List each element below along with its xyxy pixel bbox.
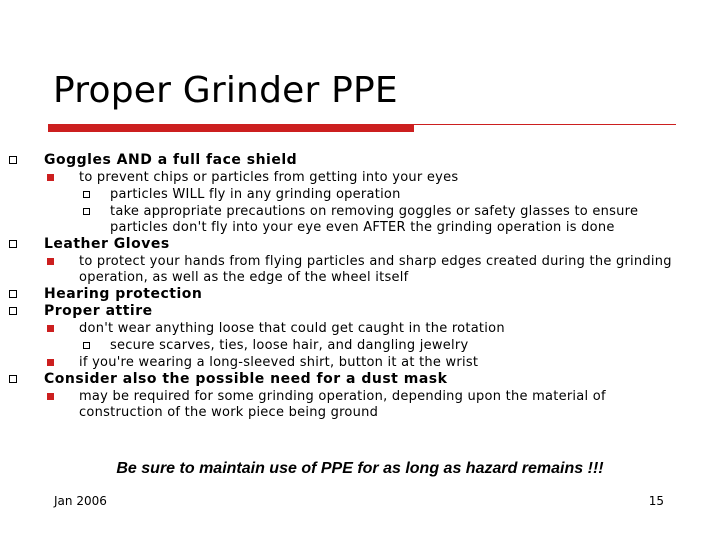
bullet-item — [0, 286, 720, 303]
bullet-item — [0, 236, 720, 253]
ppe-reminder: Be sure to maintain use of PPE for as long as hazard remains !!! — [116, 460, 604, 477]
sub-bullet-continuation — [0, 405, 720, 421]
hollow-square-bullet-icon — [9, 375, 17, 383]
bullet-item-text: Consider also the possible need for a dust mask — [44, 371, 448, 387]
red-square-bullet-icon — [47, 258, 54, 265]
red-square-bullet-icon — [47, 174, 54, 181]
hollow-square-bullet-icon — [9, 156, 17, 164]
bullet-list — [0, 152, 720, 421]
sub-bullet-item-text: to prevent chips or particles from getting into your eyes — [79, 170, 459, 185]
sub-bullet-item-text: don't wear anything loose that could get caught in the rotation — [79, 321, 505, 336]
hollow-square-bullet-icon — [9, 290, 17, 298]
bullet-item — [0, 152, 720, 169]
sub-bullet-item — [0, 354, 720, 371]
sub-sub-bullet-item-text: particles WILL fly in any grinding operation — [110, 187, 401, 202]
sub-sub-bullet-continuation-text: particles don't fly into your eye even AFTER the grinding operation is done — [110, 220, 615, 235]
sub-bullet-item — [0, 253, 720, 270]
page-number: 15 — [648, 494, 664, 508]
sub-bullet-item — [0, 388, 720, 405]
hollow-square-bullet-icon — [9, 240, 17, 248]
hollow-square-bullet-icon — [83, 342, 90, 349]
sub-bullet-continuation-text: construction of the work piece being ground — [79, 405, 379, 420]
hollow-square-bullet-icon — [83, 191, 90, 198]
sub-sub-bullet-item — [0, 337, 720, 354]
red-square-bullet-icon — [47, 359, 54, 366]
sub-bullet-continuation-text: operation, as well as the edge of the wheel itself — [79, 270, 409, 285]
hollow-square-bullet-icon — [83, 208, 90, 215]
bullet-item-text: Proper attire — [44, 303, 153, 319]
bullet-item-text: Leather Gloves — [44, 236, 170, 252]
sub-sub-bullet-item-text: secure scarves, ties, loose hair, and dangling jewelry — [110, 338, 469, 353]
bullet-item-text: Goggles AND a full face shield — [44, 152, 298, 168]
sub-bullet-item-text: may be required for some grinding operation, depending upon the material of — [79, 389, 606, 404]
bullet-item — [0, 303, 720, 320]
sub-bullet-item — [0, 320, 720, 337]
bullet-item-text: Hearing protection — [44, 286, 203, 302]
title-underline-thick — [48, 124, 414, 132]
bullet-item — [0, 371, 720, 388]
sub-bullet-continuation — [0, 270, 720, 286]
sub-sub-bullet-item-text: take appropriate precautions on removing goggles or safety glasses to ensure — [110, 204, 639, 219]
sub-bullet-item-text: if you're wearing a long-sleeved shirt, button it at the wrist — [79, 355, 479, 370]
hollow-square-bullet-icon — [9, 307, 17, 315]
red-square-bullet-icon — [47, 393, 54, 400]
sub-sub-bullet-continuation — [0, 220, 720, 236]
slide-title: Proper Grinder PPE — [53, 70, 398, 111]
sub-bullet-item — [0, 169, 720, 186]
sub-sub-bullet-item — [0, 203, 720, 220]
red-square-bullet-icon — [47, 325, 54, 332]
sub-sub-bullet-item — [0, 186, 720, 203]
footer-date: Jan 2006 — [54, 494, 107, 508]
sub-bullet-item-text: to protect your hands from flying particles and sharp edges created during the grinding — [79, 254, 672, 269]
